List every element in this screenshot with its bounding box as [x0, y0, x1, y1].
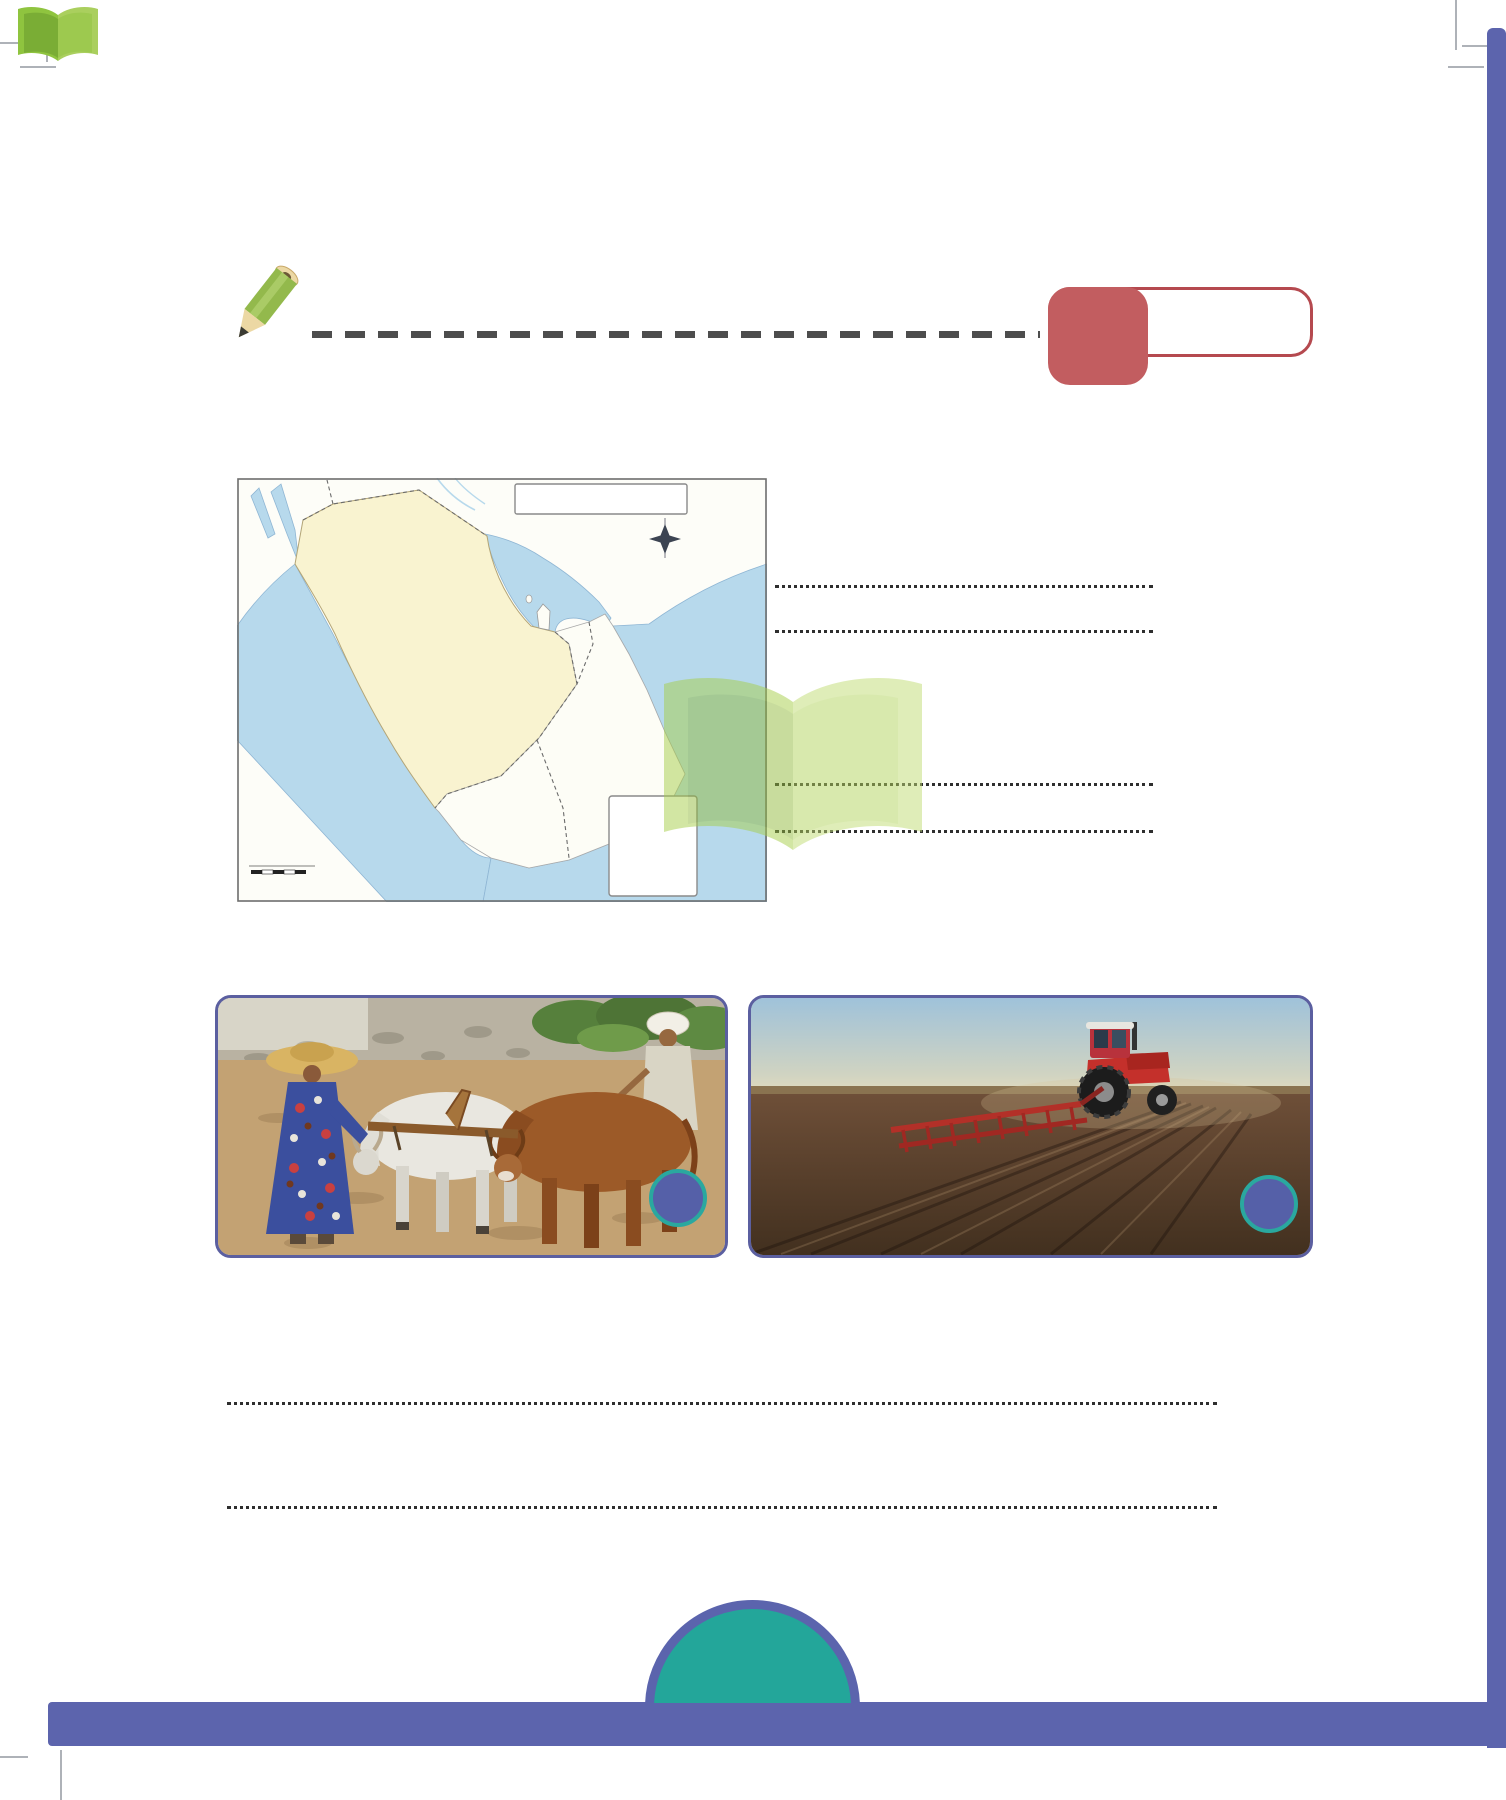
right-edge-bar [1487, 28, 1506, 1748]
oxen-plough-illustration [218, 998, 725, 1255]
answer-line[interactable] [775, 585, 1153, 588]
dashed-rule [312, 331, 1040, 338]
saudi-arabia-crops-map [237, 478, 767, 902]
pencil-icon [214, 250, 314, 360]
open-book-icon [14, 5, 102, 69]
crop-mark [0, 1756, 28, 1758]
photo-traditional-farming [215, 995, 728, 1258]
crop-mark [60, 1750, 62, 1800]
answer-line[interactable] [775, 630, 1153, 633]
map-title-box[interactable] [515, 484, 687, 514]
page-number-circle [645, 1600, 860, 1703]
ministry-of-education-logo-icon [128, 1552, 288, 1610]
wajeb-logo [8, 2, 218, 72]
activity-badge [1048, 287, 1313, 357]
crop-mark [1455, 0, 1457, 50]
map-legend-box[interactable] [609, 796, 697, 896]
bottom-bar [48, 1702, 1506, 1746]
crop-mark [1448, 66, 1484, 68]
photo-modern-farming [748, 995, 1313, 1258]
answer-line[interactable] [775, 830, 1153, 833]
tractor-plough-illustration [751, 998, 1310, 1255]
answer-line[interactable] [775, 783, 1153, 786]
photo-b-label [649, 1169, 707, 1227]
answer-line[interactable] [227, 1402, 1217, 1405]
photo-a-label [1240, 1175, 1298, 1233]
activity-number [1048, 287, 1148, 385]
answer-line[interactable] [227, 1506, 1217, 1509]
